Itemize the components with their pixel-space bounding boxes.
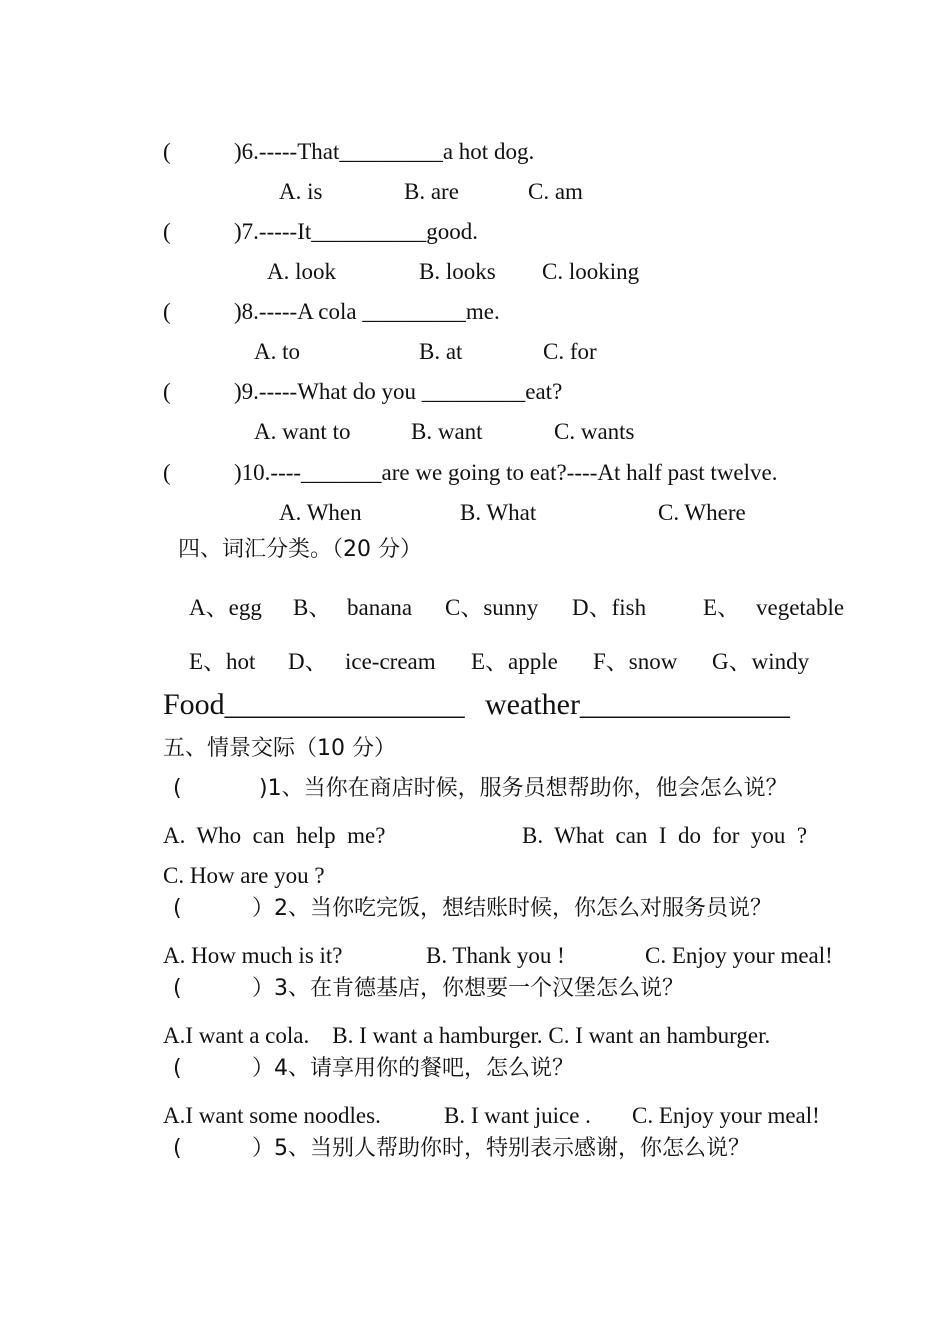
s5-q3-paren: (	[173, 976, 182, 1001]
q7-stem: )7.-----It__________good.	[234, 219, 479, 244]
q8-stem: )8.-----A cola _________me.	[234, 299, 500, 324]
s5-q4-paren: (	[173, 1056, 182, 1081]
weather-blank: weather______________	[485, 688, 790, 721]
s5-q5-paren: (	[173, 1136, 182, 1161]
q6-option-c: C. am	[528, 179, 583, 204]
s5-q2-option-b: B. Thank you !	[426, 943, 565, 968]
s5-q1-option-b: B. What can I do for you ?	[522, 823, 808, 848]
q10-option-c: C. Where	[658, 500, 746, 525]
q6-stem: )6.-----That_________a hot dog.	[234, 139, 535, 164]
section5-title: 五、情景交际（10 分）	[163, 736, 396, 761]
vocab-item: F、snow	[593, 649, 678, 674]
q8-option-b: B. at	[419, 339, 463, 364]
vocab-item: D、fish	[572, 595, 647, 620]
q6-paren: (	[163, 139, 171, 164]
s5-q2-option-c: C. Enjoy your meal!	[645, 943, 833, 968]
vocab-item: G、windy	[712, 649, 810, 674]
q6-option-b: B. are	[404, 179, 459, 204]
vocab-item: A、egg	[189, 595, 262, 620]
s5-q1-option-c: C. How are you ?	[163, 863, 325, 888]
vocab-item: E、	[703, 595, 741, 620]
q10-stem: )10.----_______are we going to eat?----At half past twelve.	[234, 460, 778, 485]
vocab-item: banana	[347, 595, 413, 620]
section4-title: 四、词汇分类。（20 分）	[178, 537, 422, 562]
q7-paren: (	[163, 219, 171, 244]
s5-q4-option-b: B. I want juice .	[444, 1103, 591, 1128]
q8-paren: (	[163, 299, 171, 324]
s5-q1-paren: (	[173, 776, 182, 801]
q9-option-c: C. wants	[554, 419, 635, 444]
s5-q2-option-a: A. How much is it?	[163, 943, 343, 968]
q9-stem: )9.-----What do you _________eat?	[234, 379, 563, 404]
q7-option-a: A. look	[267, 259, 336, 284]
vocab-item: D、	[288, 649, 328, 674]
s5-q4-question: ）4、请享用你的餐吧，怎么说？	[252, 1056, 574, 1081]
q9-paren: (	[163, 379, 171, 404]
food-blank: Food________________	[163, 688, 465, 721]
s5-q3-options: A.I want a cola. B. I want a hamburger. C. I want an hamburger.	[163, 1023, 771, 1048]
q9-option-a: A. want to	[254, 419, 351, 444]
q6-option-a: A. is	[279, 179, 323, 204]
s5-q4-option-a: A.I want some noodles.	[163, 1103, 381, 1128]
q7-option-b: B. looks	[419, 259, 496, 284]
s5-q1-question: )1、当你在商店时候，服务员想帮助你，他会怎么说？	[259, 776, 788, 801]
s5-q1-option-a: A. Who can help me?	[163, 823, 386, 848]
vocab-item: B、	[293, 595, 332, 620]
q8-option-a: A. to	[254, 339, 300, 364]
s5-q3-question: ）3、在肯德基店，你想要一个汉堡怎么说？	[252, 976, 684, 1001]
q10-option-b: B. What	[460, 500, 537, 525]
q10-option-a: A. When	[279, 500, 362, 525]
s5-q2-paren: (	[173, 896, 182, 921]
vocab-item: C、sunny	[445, 595, 539, 620]
q8-option-c: C. for	[543, 339, 597, 364]
vocab-item: E、apple	[471, 649, 558, 674]
vocab-item: E、hot	[189, 649, 256, 674]
s5-q2-question: ）2、当你吃完饭，想结账时候，你怎么对服务员说？	[252, 896, 772, 921]
q7-option-c: C. looking	[542, 259, 640, 284]
s5-q4-option-c: C. Enjoy your meal!	[632, 1103, 820, 1128]
vocab-item: ice-cream	[345, 649, 436, 674]
q9-option-b: B. want	[411, 419, 483, 444]
s5-q5-question: ）5、当别人帮助你时，特别表示感谢，你怎么说？	[252, 1136, 750, 1161]
vocab-item: vegetable	[756, 595, 845, 620]
q10-paren: (	[163, 460, 171, 485]
